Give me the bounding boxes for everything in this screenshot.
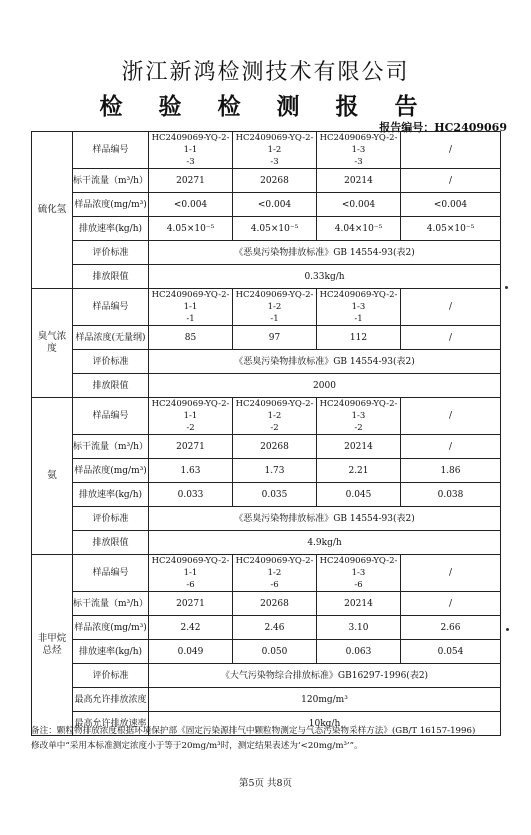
value-cell: 2.66 [401,616,501,640]
value-cell: 20271 [149,435,233,459]
table-row [32,265,501,289]
value-cell: 1.86 [401,459,501,483]
value-cell: 0.033 [149,483,233,507]
pollutant-nmhc: 非甲烷 总烃 [32,555,73,736]
label-conc: 样品浓度(mg/m³) [73,459,149,483]
max-rate-cell: 10kg/h [149,712,501,736]
page-number: 第5页 共8页 [238,778,293,789]
value-cell: 1.63 [149,459,233,483]
value-cell: 20268 [233,435,317,459]
value-cell: 3.10 [317,616,401,640]
value-cell: 20268 [233,592,317,616]
table-row [32,435,501,459]
value-cell: / [401,435,501,459]
standard-cell: 《大气污染物综合排放标准》GB16297-1996(表2) [149,664,501,688]
table-row [32,483,501,507]
value-cell: 2.42 [149,616,233,640]
report-number: 报告编号：HC2409069 [379,121,507,134]
limit-cell: 4.9kg/h [149,531,501,555]
table-row [32,241,501,265]
standard-cell: 《恶臭污染物排放标准》GB 14554-93(表2) [149,241,501,265]
value-cell: 0.035 [233,483,317,507]
value-cell: 2.21 [317,459,401,483]
value-cell: 2.46 [233,616,317,640]
label-conc: 样品浓度(mg/m³) [73,616,149,640]
remarks-line-1: 备注：颗粒物排放浓度根据环境保护部《固定污染源排气中颗粒物测定与气态污染物采样方法》(GB/T 16157-1996) [31,726,476,736]
table-row [32,289,501,326]
label-conc: 样品浓度(mg/m³) [73,193,149,217]
standard-cell: 《恶臭污染物排放标准》GB 14554-93(表2) [149,350,501,374]
table-row [32,555,501,592]
label-rate: 排放速率(kg/h) [73,217,149,241]
pollutant-odor: 臭气浓 度 [32,289,73,398]
value-cell: 4.04×10⁻⁵ [317,217,401,241]
table-row [32,217,501,241]
label-standard: 评价标准 [73,664,149,688]
sample-id-cell: HC2409069-YQ-2-1-1 -3 [149,132,233,169]
value-cell: 0.045 [317,483,401,507]
label-rate: 排放速率(kg/h) [73,483,149,507]
table-row [32,350,501,374]
value-cell: 0.049 [149,640,233,664]
table-row [32,640,501,664]
label-standard: 评价标准 [73,507,149,531]
limit-cell: 2000 [149,374,501,398]
value-cell: 97 [233,326,317,350]
value-cell: 0.054 [401,640,501,664]
table-row [32,132,501,169]
label-sample-no: 样品编号 [73,132,149,169]
company-name: 浙江新鸿检测技术有限公司 [121,60,410,85]
value-cell: <0.004 [233,193,317,217]
label-sample-no: 样品编号 [73,289,149,326]
value-cell: 20214 [317,169,401,193]
sample-id-cell: / [401,398,501,435]
table-row [32,531,501,555]
label-limit: 排放限值 [73,374,149,398]
value-cell: <0.004 [401,193,501,217]
value-cell: 0.063 [317,640,401,664]
value-cell: / [401,592,501,616]
label-flow: 标干流量（m³/h） [73,435,149,459]
remarks [31,724,500,754]
value-cell: 20268 [233,169,317,193]
label-conc-odor: 样品浓度(无量纲) [73,326,149,350]
sample-id-cell: HC2409069-YQ-2-1-2 -2 [233,398,317,435]
value-cell: 4.05×10⁻⁵ [149,217,233,241]
sample-id-cell: HC2409069-YQ-2-1-2 -6 [233,555,317,592]
value-cell: 4.05×10⁻⁵ [233,217,317,241]
table-row [32,688,501,712]
label-flow: 标干流量（m³/h） [73,169,149,193]
limit-cell: 0.33kg/h [149,265,501,289]
table-row [32,326,501,350]
sample-id-cell: HC2409069-YQ-2-1-1 -6 [149,555,233,592]
table-row [32,664,501,688]
value-cell: 0.050 [233,640,317,664]
value-cell: <0.004 [149,193,233,217]
report-title: 检 验 检 测 报 告 [99,93,432,120]
sample-id-cell: HC2409069-YQ-2-1-3 -2 [317,398,401,435]
value-cell: 20214 [317,592,401,616]
sample-id-cell: HC2409069-YQ-2-1-1 -2 [149,398,233,435]
sample-id-cell: HC2409069-YQ-2-1-2 -3 [233,132,317,169]
label-flow: 标干流量（m³/h） [73,592,149,616]
table-row [32,169,501,193]
label-sample-no: 样品编号 [73,555,149,592]
table-row [32,398,501,435]
remarks-line-2: 修改单中“采用本标准测定浓度小于等于20mg/m³时，测定结果表述为‘<20mg/m³’”。 [31,741,363,751]
sample-id-cell: HC2409069-YQ-2-1-3 -6 [317,555,401,592]
label-limit: 排放限值 [73,531,149,555]
sample-id-cell: / [401,132,501,169]
sample-id-cell: HC2409069-YQ-2-1-3 -1 [317,289,401,326]
label-standard: 评价标准 [73,350,149,374]
label-sample-no: 样品编号 [73,398,149,435]
sample-id-cell: HC2409069-YQ-2-1-3 -3 [317,132,401,169]
table-row [32,459,501,483]
sample-id-cell: HC2409069-YQ-2-1-2 -1 [233,289,317,326]
scan-speck [506,628,509,631]
table-row [32,374,501,398]
standard-cell: 《恶臭污染物排放标准》GB 14554-93(表2) [149,507,501,531]
label-rate: 排放速率(kg/h) [73,640,149,664]
sample-id-cell: HC2409069-YQ-2-1-1 -1 [149,289,233,326]
value-cell: 20214 [317,435,401,459]
pollutant-h2s: 硫化氢 [32,132,73,289]
value-cell: 20271 [149,592,233,616]
sample-id-cell: / [401,555,501,592]
pollutant-nh3: 氨 [32,398,73,555]
value-cell: <0.004 [317,193,401,217]
value-cell: 112 [317,326,401,350]
max-conc-cell: 120mg/m³ [149,688,501,712]
value-cell: 1.73 [233,459,317,483]
value-cell: / [401,169,501,193]
label-standard: 评价标准 [73,241,149,265]
table-row [32,193,501,217]
sample-id-cell: / [401,289,501,326]
value-cell: 20271 [149,169,233,193]
results-table [31,131,501,736]
table-row [32,507,501,531]
label-max-rate: 最高允许排放速率 [73,712,149,736]
label-max-conc: 最高允许排放浓度 [73,688,149,712]
table-row [32,616,501,640]
label-limit: 排放限值 [73,265,149,289]
value-cell: 85 [149,326,233,350]
value-cell: 4.05×10⁻⁵ [401,217,501,241]
value-cell: / [401,326,501,350]
table-row [32,592,501,616]
scan-speck [505,286,508,289]
value-cell: 0.038 [401,483,501,507]
